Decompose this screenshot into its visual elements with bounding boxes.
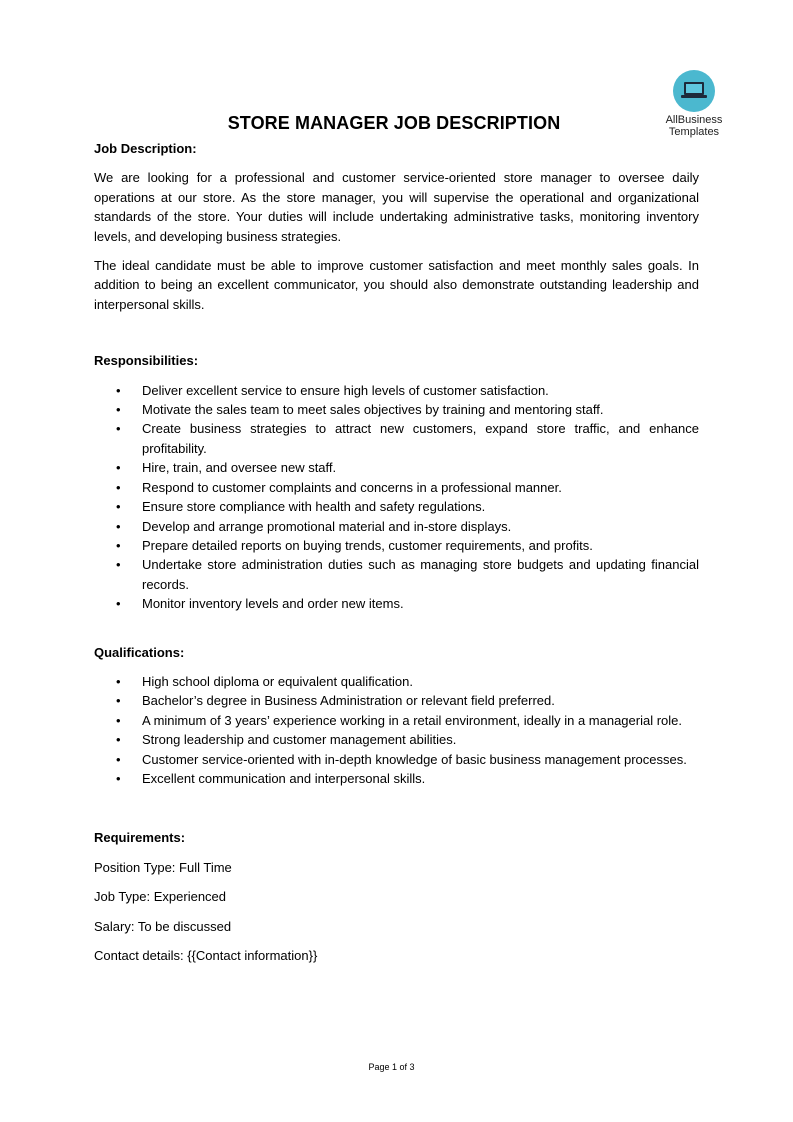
- bullet-icon: •: [116, 537, 121, 553]
- list-item: [94, 691, 699, 710]
- bullet-icon: •: [116, 751, 121, 767]
- salary-line: Salary: To be discussed: [94, 918, 232, 934]
- list-item: [94, 400, 699, 419]
- list-item: [94, 478, 699, 497]
- list-item-text: Create business strategies to attract new customers, expand store traffic, and enhance profitability.: [142, 421, 699, 456]
- list-item-text: Deliver excellent service to ensure high levels of customer satisfaction.: [142, 382, 549, 398]
- list-item-text: Respond to customer complaints and concerns in a professional manner.: [142, 479, 562, 495]
- list-item-text: Excellent communication and interpersonal skills.: [142, 770, 426, 786]
- list-item-text: Develop and arrange promotional material and in-store displays.: [142, 518, 512, 534]
- bullet-icon: •: [116, 712, 121, 728]
- qualifications-list: [94, 672, 699, 788]
- bullet-icon: •: [116, 557, 121, 573]
- list-item: [94, 594, 699, 613]
- bullet-icon: •: [116, 518, 121, 534]
- bullet-icon: •: [116, 382, 121, 398]
- list-item: [94, 672, 699, 691]
- bullet-icon: •: [116, 479, 121, 495]
- list-item-text: Prepare detailed reports on buying trends, customer requirements, and profits.: [142, 537, 593, 553]
- responsibilities-list: [94, 381, 699, 614]
- list-item-text: A minimum of 3 years’ experience working in a retail environment, ideally in a managerial role.: [142, 712, 682, 728]
- document-body: [94, 139, 699, 965]
- list-item: [94, 458, 699, 477]
- bullet-icon: •: [116, 732, 121, 748]
- job-description-paragraph: We are looking for a professional and customer service-oriented store manager to oversee daily operations at our store. As the store manager, you will supervise the operational and organizational standards of the store. Your duties will include undertaking administrative tasks, monitoring inventory levels, and developing business strategies.: [94, 170, 699, 244]
- bullet-icon: •: [116, 693, 121, 709]
- list-item-text: Ensure store compliance with health and safety regulations.: [142, 499, 486, 515]
- bullet-icon: •: [116, 596, 121, 612]
- job-description-heading: Job Description:: [94, 141, 197, 156]
- list-item: [94, 381, 699, 400]
- list-item-text: Monitor inventory levels and order new items.: [142, 596, 404, 612]
- list-item: [94, 536, 699, 555]
- position-type-line: Position Type: Full Time: [94, 859, 232, 875]
- bullet-icon: •: [116, 402, 121, 418]
- bullet-icon: •: [116, 770, 121, 786]
- list-item-text: Hire, train, and oversee new staff.: [142, 460, 337, 476]
- logo-line-1: AllBusiness: [665, 114, 723, 126]
- logo-line-2: Templates: [668, 126, 720, 138]
- list-item-text: Undertake store administration duties such as managing store budgets and updating financial records.: [142, 557, 699, 592]
- list-item: [94, 711, 699, 730]
- list-item: [94, 419, 699, 458]
- list-item-text: Motivate the sales team to meet sales objectives by training and mentoring staff.: [142, 402, 604, 418]
- list-item: [94, 750, 699, 769]
- list-item: [94, 555, 699, 594]
- list-item-text: Strong leadership and customer management abilities.: [142, 732, 457, 748]
- responsibilities-heading: Responsibilities:: [94, 353, 199, 369]
- bullet-icon: •: [116, 460, 121, 476]
- list-item-text: Customer service-oriented with in-depth knowledge of basic business management processes.: [142, 751, 687, 767]
- qualifications-heading: Qualifications:: [94, 644, 185, 660]
- list-item-text: Bachelor’s degree in Business Administration or relevant field preferred.: [142, 693, 555, 709]
- bullet-icon: •: [116, 421, 121, 437]
- document-title: STORE MANAGER JOB DESCRIPTION: [227, 113, 561, 133]
- job-type-line: Job Type: Experienced: [94, 889, 227, 905]
- list-item: [94, 769, 699, 788]
- job-description-paragraph: The ideal candidate must be able to improve customer satisfaction and meet monthly sales goals. In addition to being an excellent communicator, you should also demonstrate outstanding leadership and interpersonal skills.: [94, 258, 699, 312]
- bullet-icon: •: [116, 673, 121, 689]
- list-item-text: High school diploma or equivalent qualification.: [142, 673, 413, 689]
- list-item: [94, 730, 699, 749]
- bullet-icon: •: [116, 499, 121, 515]
- laptop-icon: [673, 70, 715, 112]
- contact-details-line: Contact details: {{Contact information}}: [94, 948, 318, 963]
- requirements-heading: Requirements:: [94, 830, 186, 846]
- list-item: [94, 497, 699, 516]
- list-item: [94, 517, 699, 536]
- page-number: Page 1 of 3: [368, 1062, 415, 1072]
